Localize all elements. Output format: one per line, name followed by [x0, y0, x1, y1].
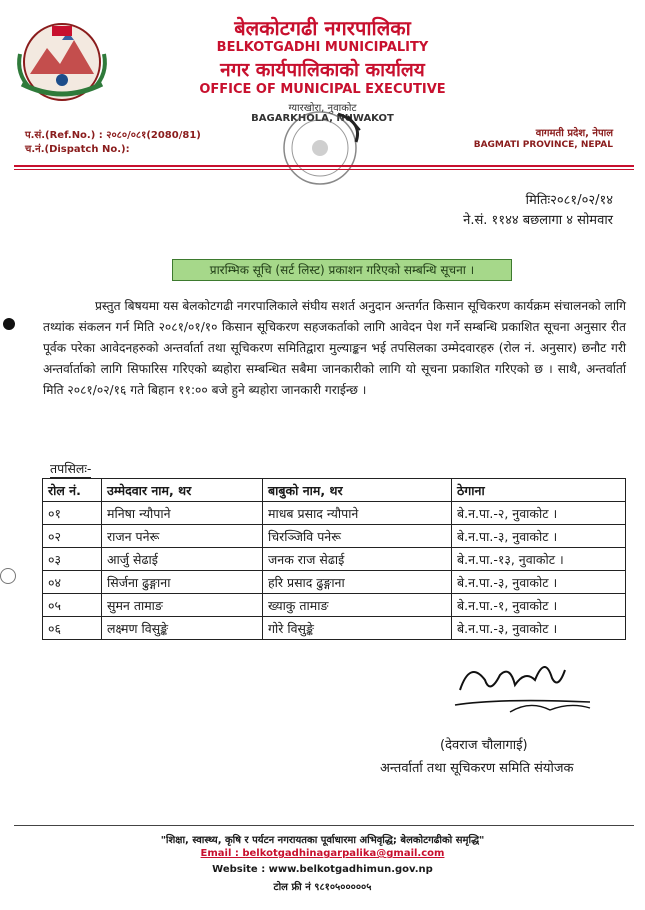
signatory-title: अन्तर्वार्ता तथा सूचिकरण समिति संयोजक — [380, 761, 574, 776]
reference-number: प.सं.(Ref.No.) : २०८०/०८१(2080/81) — [25, 130, 201, 141]
table-row — [43, 617, 626, 640]
header-rule-thin — [14, 169, 634, 170]
col-roll-no: रोल नं. — [43, 479, 102, 502]
father-name: चिरञ्जिवि पनेरू — [263, 525, 452, 548]
address: बे.न.पा.-३, नुवाकोट । — [452, 571, 626, 594]
address: बे.न.पा.-२, नुवाकोट । — [452, 502, 626, 525]
date-nepal-sambat: ने.सं. ११४४ बछलागा ४ सोमवार — [463, 213, 613, 228]
address: बे.न.पा.-१३, नुवाकोट । — [452, 548, 626, 571]
candidate-name: आर्जु सेढाई — [102, 548, 263, 571]
province-en: BAGMATI PROVINCE, NEPAL — [473, 140, 613, 150]
father-name: माधब प्रसाद न्यौपाने — [263, 502, 452, 525]
roll-no: ०५ — [43, 594, 102, 617]
province-np: वागमती प्रदेश, नेपाल — [535, 128, 613, 139]
roll-no: ०३ — [43, 548, 102, 571]
dispatch-number: च.नं.(Dispatch No.): — [25, 144, 130, 155]
table-row — [43, 548, 626, 571]
candidate-name: सुमन तामाङ — [102, 594, 263, 617]
schedule-label: तपसिलः- — [50, 461, 92, 476]
col-father-name: बाबुको नाम, थर — [263, 479, 452, 502]
table-row — [43, 525, 626, 548]
header-rule — [14, 165, 634, 167]
punch-hole-mark — [3, 318, 15, 330]
notice-body — [43, 296, 626, 401]
table-row — [43, 571, 626, 594]
father-name: गोरे विसुङ्के — [263, 617, 452, 640]
handwritten-signature — [440, 650, 600, 725]
address-np: ग्यारखोरा, नुवाकोट — [288, 103, 357, 114]
footer-rule — [14, 825, 634, 826]
roll-no: ०६ — [43, 617, 102, 640]
table-header-row — [43, 479, 626, 502]
notice-subject: प्रारम्भिक सूचि (सर्ट लिस्ट) प्रकाशन गरिएको सम्बन्धि सूचना । — [172, 259, 512, 281]
address: बे.न.पा.-१, नुवाकोट । — [452, 594, 626, 617]
candidate-name: लक्ष्मण विसुङ्के — [102, 617, 263, 640]
col-address: ठेगाना — [452, 479, 626, 502]
candidate-table — [42, 478, 626, 640]
father-name: हरि प्रसाद ढुङ्गाना — [263, 571, 452, 594]
footer-slogan: "शिक्षा, स्वास्थ्य, कृषि र पर्यटन नगरायतका पूर्वाधारमा अभिवृद्धि; बेलकोटगढीको समृद्धि" — [160, 835, 485, 846]
roll-no: ०२ — [43, 525, 102, 548]
punch-hole-ring — [0, 568, 16, 584]
date-bs: मितिः२०८१/०२/१४ — [525, 193, 613, 208]
address: बे.न.पा.-३, नुवाकोट । — [452, 525, 626, 548]
father-name: जनक राज सेढाई — [263, 548, 452, 571]
office-name-np: नगर कार्यपालिकाको कार्यालय — [220, 59, 425, 81]
table-row — [43, 594, 626, 617]
notice-body-paragraph: प्रस्तुत बिषयमा यस बेलकोटगढी नगरपालिकाले संघीय सशर्त अनुदान अन्तर्गत किसान सूचिकरण कार्यक्रम संचालनको लागि तथ्यांक संकलन गर्न मिति २०८१/०१/१० किसान सूचिकरण सहजकर्ताको लागि आवेदन पेश गर्ने सम्बन्धि प्रकाशित सूचना अनुसार रीत पूर्वक परेका आवेदनहरुको अन्तर्वार्ता तथा सूचिकरण समितिद्वारा मुल्याङ्कन भई तपसिलका उम्मेदवारहरु (रोल नं. अनुसार) छनौट गरी अन्तर्वार्ताको लागि सिफारिस गरिएको ब्यहोरा सम्बन्धित सबैमा जानकारीको लागि यो सूचना प्रकाशित गरिएको छ । साथै, अन्तर्वार्ता मिति २०८१/०२/१६ गते बिहान ११:०० बजे हुने ब्यहोरा जानकारी गराईन्छ । — [43, 299, 626, 397]
candidate-name: मनिषा न्यौपाने — [102, 502, 263, 525]
office-name-en: OFFICE OF MUNICIPAL EXECUTIVE — [199, 82, 446, 97]
municipality-name-en: BELKOTGADHI MUNICIPALITY — [216, 40, 429, 55]
municipality-name-np: बेलकोटगढी नगरपालिका — [234, 16, 411, 40]
office-stamp-icon — [268, 102, 373, 194]
father-name: ख्याकु तामाङ — [263, 594, 452, 617]
address-en: BAGARKHOLA, NUWAKOT — [251, 113, 394, 124]
col-candidate-name: उम्मेदवार नाम, थर — [102, 479, 263, 502]
footer-tollfree: टोल फ्री नं ९८१०५०००००५ — [273, 882, 372, 893]
signatory-name: (देवराज चौलागाई) — [440, 738, 528, 753]
footer-website: Website : www.belkotgadhimun.gov.np — [212, 864, 433, 875]
candidate-name: सिर्जना ढुङ्गाना — [102, 571, 263, 594]
candidate-name: राजन पनेरू — [102, 525, 263, 548]
roll-no: ०४ — [43, 571, 102, 594]
roll-no: ०१ — [43, 502, 102, 525]
address: बे.न.पा.-३, नुवाकोट । — [452, 617, 626, 640]
footer-email: Email : belkotgadhinagarpalika@gmail.com — [200, 848, 445, 859]
table-row — [43, 502, 626, 525]
